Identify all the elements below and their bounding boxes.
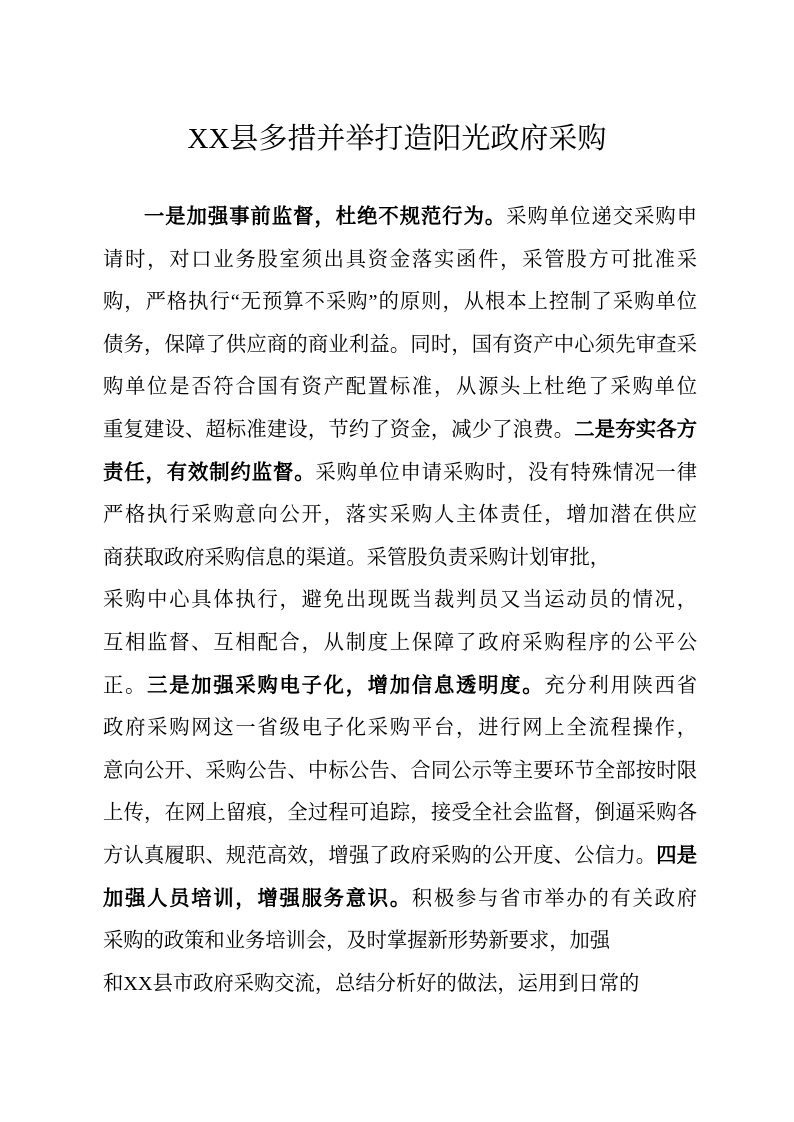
text-run: 严格执行采购意向公开，落实采购人主体责任，增加潜在供应 xyxy=(103,504,697,527)
text-run: 政府采购网这一省级电子化采购平台，进行网上全流程操作， xyxy=(103,717,697,740)
text-line xyxy=(103,494,697,537)
text-run: 重复建设、超标准建设，节约了资金，减少了浪费。 xyxy=(103,418,575,441)
text-line xyxy=(103,324,697,367)
text-line xyxy=(103,920,697,963)
bold-text-run: 三是加强采购电子化，增加信息透明度。 xyxy=(147,674,545,697)
text-run: 购单位是否符合国有资产配置标准，从源头上杜绝了采购单位 xyxy=(103,376,697,399)
text-line xyxy=(103,835,697,878)
text-run: 请时，对口业务股室须出具资金落实函件，采管股方可批准采 xyxy=(103,248,697,271)
text-run: 意向公开、采购公告、中标公告、合同公示等主要环节全部按时限 xyxy=(103,759,697,782)
text-run: 和XX县市政府采购交流，总结分析好的做法，运用到日常的 xyxy=(103,972,640,995)
bold-text-run: 四是 xyxy=(656,844,697,867)
text-line xyxy=(103,196,697,239)
text-line xyxy=(103,622,697,665)
text-line xyxy=(103,878,697,921)
text-run: 充分利用陕西省 xyxy=(544,674,697,697)
text-line xyxy=(103,239,697,282)
text-line xyxy=(103,792,697,835)
text-run: 采购单位递交采购申 xyxy=(506,206,697,228)
bold-text-run: 加强人员培训，增强服务意识。 xyxy=(103,887,412,910)
text-run: 债务，保障了供应商的商业利益。同时，国有资产中心须先审查采 xyxy=(103,333,697,356)
text-run: 采购单位申请采购时，没有特殊情况一律 xyxy=(315,461,697,484)
text-line xyxy=(103,366,697,409)
text-line xyxy=(103,537,697,580)
text-run: 正。 xyxy=(103,674,148,697)
bold-text-run: 责任，有效制约监督。 xyxy=(103,461,316,484)
text-run: 采购的政策和业务培训会，及时掌握新形势新要求，加强 xyxy=(103,930,611,953)
document-body xyxy=(103,196,697,1005)
text-run: 商获取政府采购信息的渠道。采管股负责采购计划审批， xyxy=(103,546,611,569)
text-run: 购，严格执行“无预算不采购”的原则，从根本上控制了采购单位 xyxy=(103,291,697,314)
text-line xyxy=(103,579,697,622)
text-line xyxy=(103,281,697,324)
text-run: 互相监督、互相配合，从制度上保障了政府采购程序的公平公 xyxy=(103,631,697,654)
text-line xyxy=(103,707,697,750)
text-run: 积极参与省市举办的有关政府 xyxy=(411,887,697,910)
text-run: 方认真履职、规范高效，增强了政府采购的公开度、公信力。 xyxy=(103,844,657,867)
text-line xyxy=(103,452,697,495)
text-line xyxy=(103,409,697,452)
text-line xyxy=(103,963,697,1006)
text-run: 上传，在网上留痕，全过程可追踪，接受全社会监督，倒逼采购各 xyxy=(103,802,697,825)
bold-text-run: 二是夯实各方 xyxy=(574,418,697,441)
text-line xyxy=(103,665,697,708)
bold-text-run: 一是加强事前监督，杜绝不规范行为。 xyxy=(144,206,507,228)
text-run: 采购中心具体执行，避免出现既当裁判员又当运动员的情况， xyxy=(103,589,697,612)
text-line xyxy=(103,750,697,793)
document-title: XX县多措并举打造阳光政府采购 xyxy=(187,123,607,155)
